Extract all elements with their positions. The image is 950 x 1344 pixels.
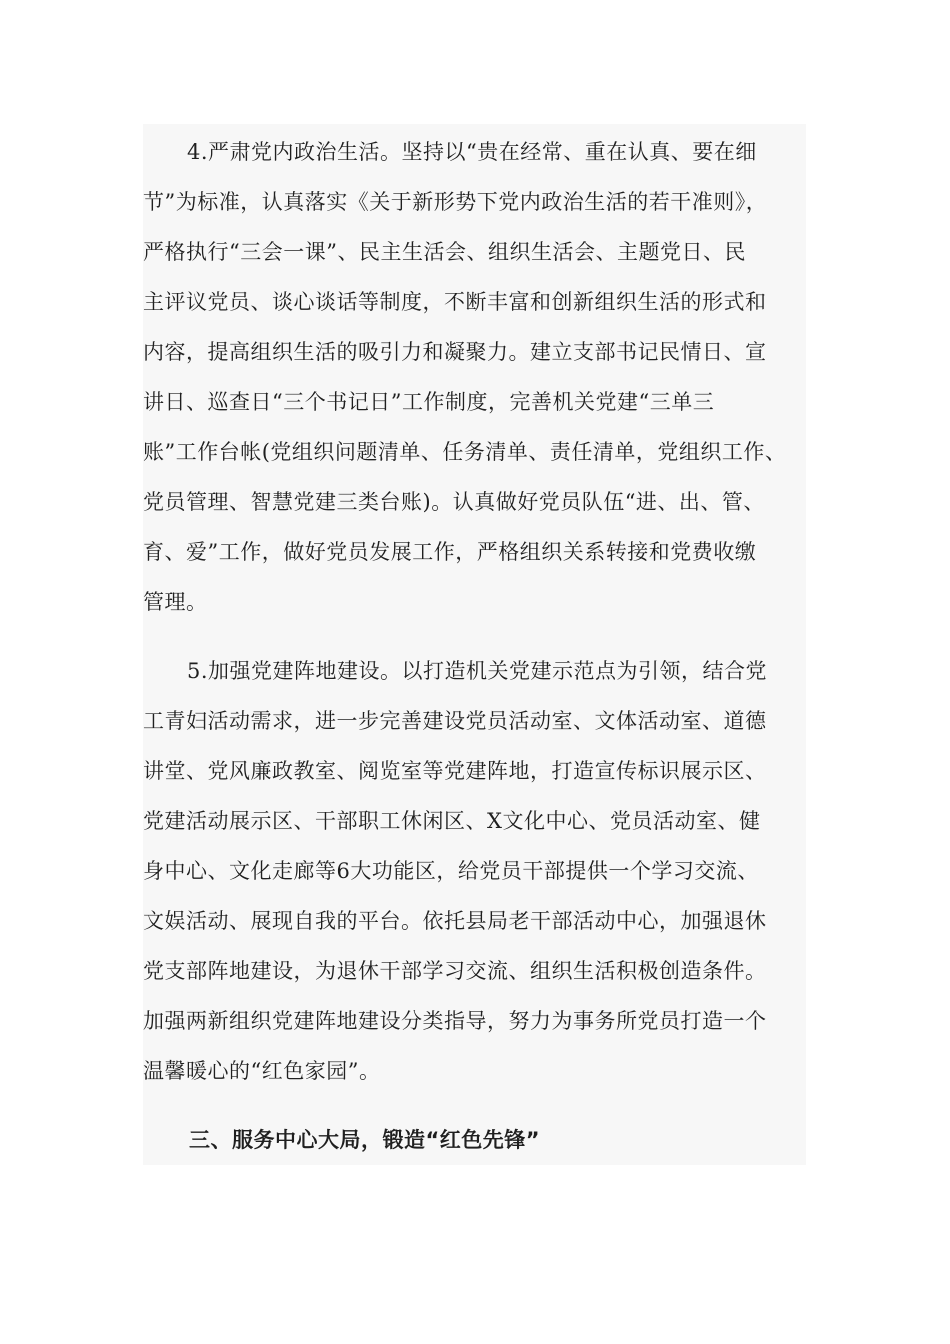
paragraph-line: 温馨暖心的“红色家园”。 <box>143 1059 381 1083</box>
paragraph-line: 党员管理、智慧党建三类台账)。认真做好党员队伍“进、出、管、 <box>143 490 765 514</box>
paragraph-line: 育、爱”工作，做好党员发展工作，严格组织关系转接和党费收缴 <box>143 540 757 564</box>
paragraph-line: 节”为标准，认真落实《关于新形势下党内政治生活的若干准则》， <box>143 190 768 214</box>
paragraph-line: 管理。 <box>143 590 208 614</box>
paragraph-line: 文娱活动、展现自我的平台。依托县局老干部活动中心，加强退休 <box>143 909 767 933</box>
section-heading: 三、服务中心大局，锻造“红色先锋” <box>189 1128 541 1152</box>
paragraph-line: 党建活动展示区、干部职工休闲区、X文化中心、党员活动室、健 <box>143 809 761 833</box>
paragraph-line: 内容，提高组织生活的吸引力和凝聚力。建立支部书记民情日、宣 <box>143 340 767 364</box>
paragraph-line: 讲日、巡查日“三个书记日”工作制度，完善机关党建“三单三 <box>143 390 715 414</box>
paragraph-line: 主评议党员、谈心谈话等制度，不断丰富和创新组织生活的形式和 <box>143 290 767 314</box>
paragraph-line: 工青妇活动需求，进一步完善建设党员活动室、文体活动室、道德 <box>143 709 767 733</box>
paragraph-line: 身中心、文化走廊等6大功能区，给党员干部提供一个学习交流、 <box>143 859 759 883</box>
paragraph-line: 账”工作台帐(党组织问题清单、任务清单、责任清单，党组织工作、 <box>143 440 787 464</box>
paragraph-line: 5.加强党建阵地建设。以打造机关党建示范点为引领，结合党 <box>187 659 768 683</box>
paragraph-line: 加强两新组织党建阵地建设分类指导，努力为事务所党员打造一个 <box>143 1009 767 1033</box>
document-page <box>143 124 806 1165</box>
paragraph-line: 讲堂、党风廉政教室、阅览室等党建阵地，打造宣传标识展示区、 <box>143 759 767 783</box>
paragraph-line: 严格执行“三会一课”、民主生活会、组织生活会、主题党日、民 <box>143 240 746 264</box>
paragraph-line: 4.严肃党内政治生活。坚持以“贵在经常、重在认真、要在细 <box>187 140 757 164</box>
paragraph-line: 党支部阵地建设，为退休干部学习交流、组织生活积极创造条件。 <box>143 959 767 983</box>
